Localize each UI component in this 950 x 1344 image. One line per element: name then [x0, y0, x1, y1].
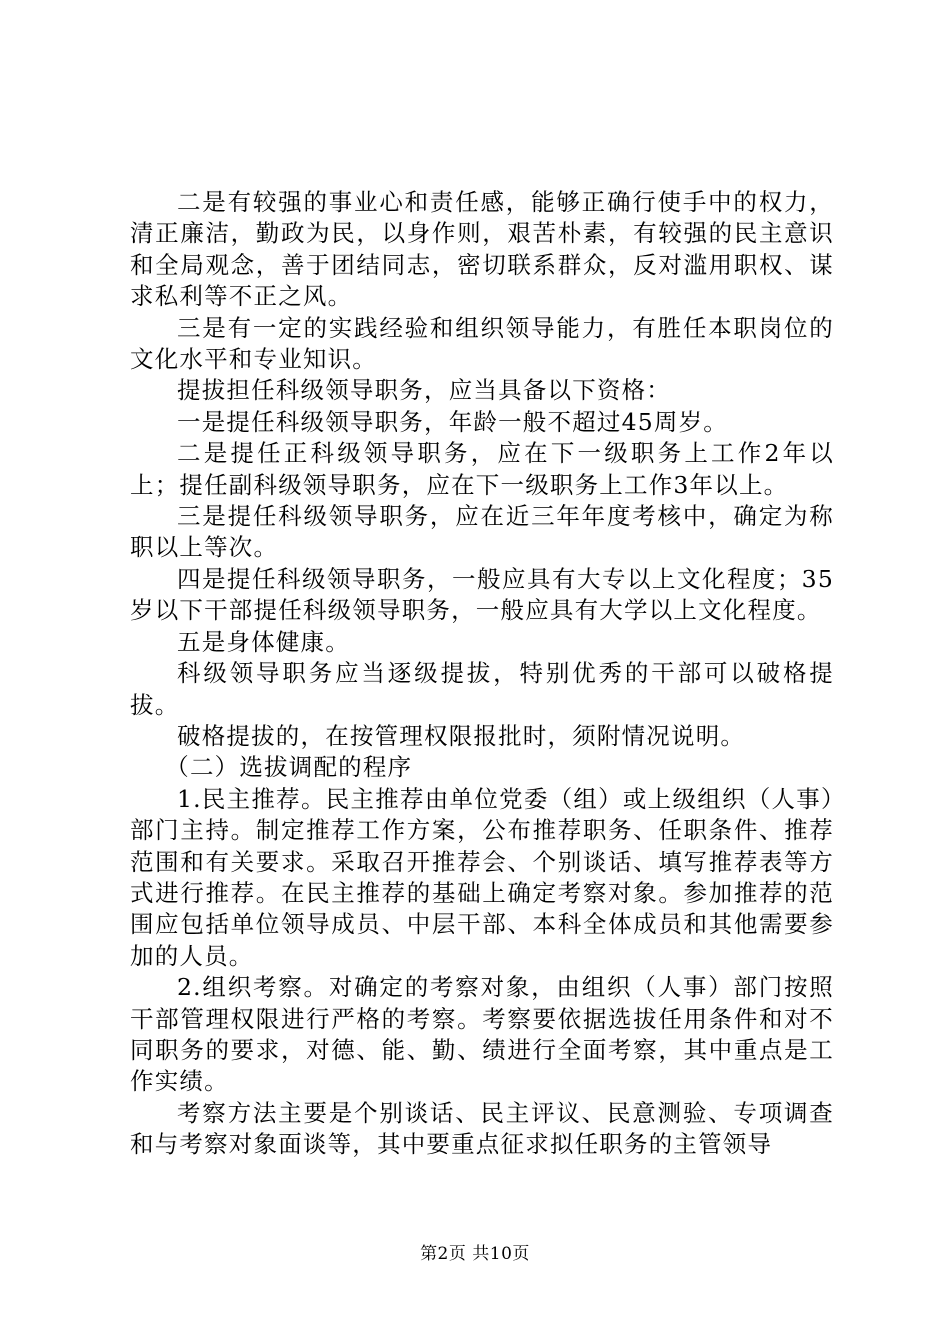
paragraph-democratic-recommendation: 1.民主推荐。民主推荐由单位党委（组）或上级组织（人事）部门主持。制定推荐工作方案，公布推荐职务、任职条件、推荐范围和有关要求。采取召开推荐会、个别谈话、填写推荐表等方式进行推荐。在民主推荐的基础上确定考察对象。参加推荐的范围应包括单位领导成员、中层干部、本科全体成员和其他需要参加的人员。 — [130, 784, 834, 970]
paragraph-qualification-2: 二是有较强的事业心和责任感，能够正确行使手中的权力，清正廉洁，勤政为民，以身作则，艰苦朴素，有较强的民主意识和全局观念，善于团结同志，密切联系群众，反对滥用职权、谋求私利等不正之风。 — [130, 188, 834, 311]
paragraph-inspection-methods: 考察方法主要是个别谈话、民主评议、民意测验、专项调查和与考察对象面谈等，其中要重点征求拟任职务的主管领导 — [130, 1098, 834, 1159]
paragraph-requirement-education: 四是提任科级领导职务，一般应具有大专以上文化程度；35岁以下干部提任科级领导职务，一般应具有大学以上文化程度。 — [130, 564, 834, 625]
paragraph-requirement-assessment: 三是提任科级领导职务，应在近三年年度考核中，确定为称职以上等次。 — [130, 502, 834, 562]
paragraph-requirement-age: 一是提任科级领导职务，年龄一般不超过45周岁。 — [177, 407, 729, 436]
page-number-label: 第2页 共10页 — [420, 1244, 530, 1264]
paragraph-qualification-3: 三是有一定的实践经验和组织领导能力，有胜任本职岗位的文化水平和专业知识。 — [130, 313, 834, 374]
section-heading-procedure: （二）选拔调配的程序 — [165, 753, 413, 782]
page-footer — [0, 1243, 950, 1265]
paragraph-requirements-intro: 提拔担任科级领导职务，应当具备以下资格： — [177, 376, 671, 405]
paragraph-promotion-rule: 科级领导职务应当逐级提拔，特别优秀的干部可以破格提拔。 — [130, 659, 834, 719]
paragraph-exception-note: 破格提拔的，在按管理权限报批时，须附情况说明。 — [177, 721, 746, 750]
document-body — [130, 187, 834, 1161]
paragraph-organization-inspection: 2.组织考察。对确定的考察对象，由组织（人事）部门按照干部管理权限进行严格的考察。考察要依据选拔任用条件和对不同职务的要求，对德、能、勤、绩进行全面考察，其中重点是工作实绩。 — [130, 973, 834, 1096]
paragraph-requirement-tenure: 二是提任正科级领导职务，应在下一级职务上工作2年以上；提任副科级领导职务，应在下一级职务上工作3年以上。 — [130, 439, 834, 499]
paragraph-requirement-health: 五是身体健康。 — [177, 627, 350, 656]
